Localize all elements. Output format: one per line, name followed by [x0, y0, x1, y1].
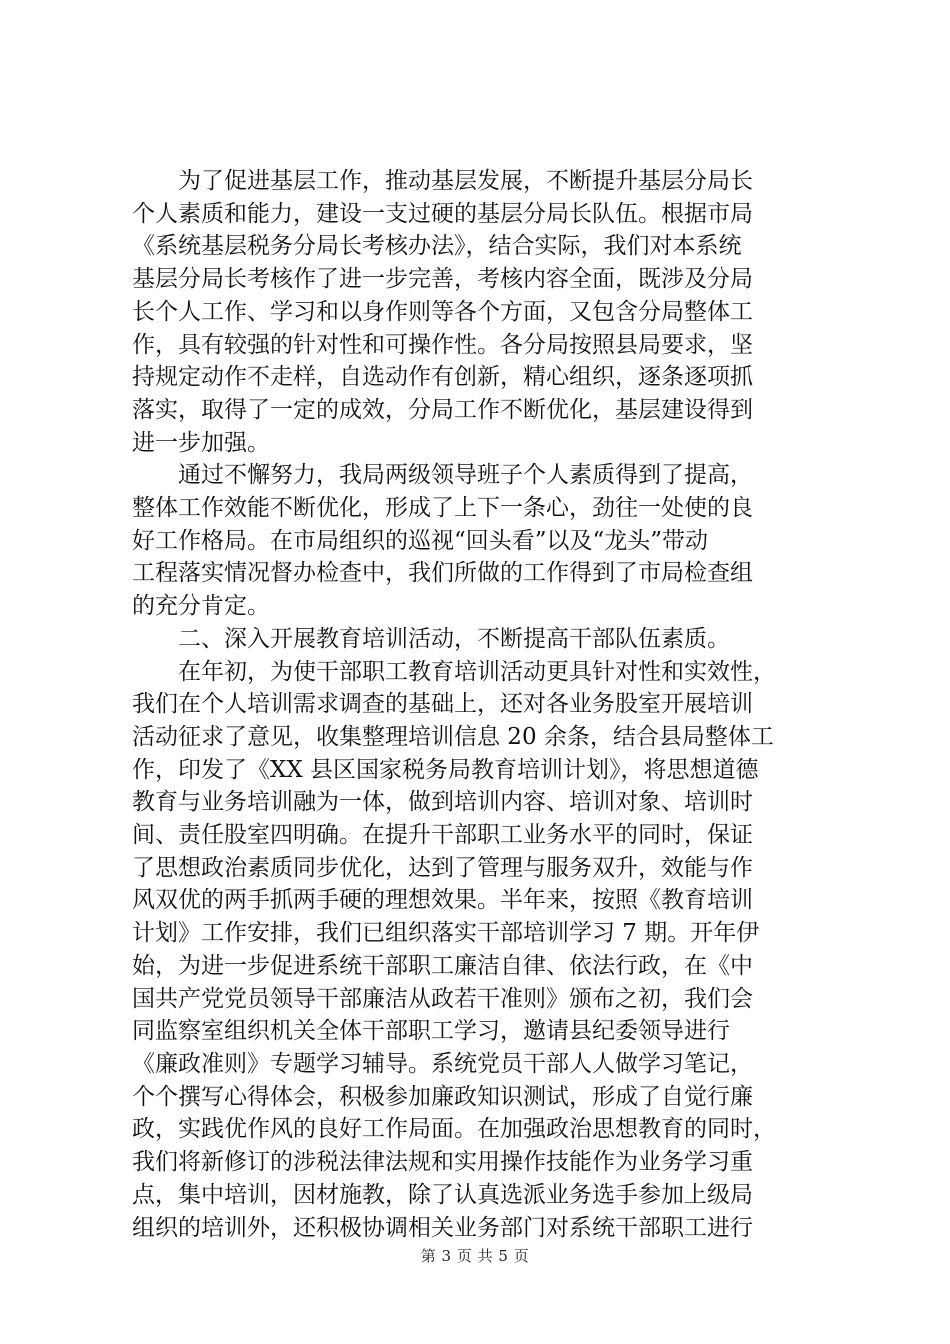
- text-line: 长个人工作、学习和以身作则等各个方面，又包含分局整体工: [132, 298, 753, 325]
- text-line: 作，印发了《XX 县区国家税务局教育培训计划》，将思想道德: [132, 756, 759, 783]
- text-line: 间、责任股室四明确。在提升干部职工业务水平的同时，保证: [132, 822, 753, 849]
- text-line: 政，实践优作风的良好工作局面。在加强政治思想教育的同时，: [132, 1116, 776, 1143]
- text-line: 同监察室组织机关全体干部职工学习，邀请县纪委领导进行: [132, 1018, 730, 1045]
- text-line: 个人素质和能力，建设一支过硬的基层分局长队伍。根据市局: [132, 200, 753, 227]
- text-line: 《廉政准则》专题学习辅导。系统党员干部人人做学习笔记，: [132, 1050, 753, 1077]
- text-line: 持规定动作不走样，自选动作有创新，精心组织，逐条逐项抓: [132, 364, 753, 391]
- text-line: 进一步加强。: [132, 429, 270, 456]
- text-line: 了思想政治素质同步优化，达到了管理与服务双升，效能与作: [132, 854, 753, 881]
- text-line: 国共产党党员领导干部廉洁从政若干准则》颁布之初，我们会: [132, 985, 753, 1012]
- text-line: 工程落实情况督办检查中，我们所做的工作得到了市局检查组: [132, 560, 753, 587]
- text-line: 二、深入开展教育培训活动，不断提高干部队伍素质。: [178, 625, 730, 652]
- text-line: 好工作格局。在市局组织的巡视“回头看”以及“龙头”带动: [132, 527, 709, 554]
- text-line: 始，为进一步促进系统干部职工廉洁自律、依法行政，在《中: [132, 952, 753, 979]
- text-line: 点，集中培训，因材施教，除了认真选派业务选手参加上级局: [132, 1181, 753, 1208]
- text-line: 为了促进基层工作，推动基层发展，不断提升基层分局长: [178, 168, 753, 194]
- text-line: 组织的培训外，还积极协调相关业务部门对系统干部职工进行: [132, 1214, 753, 1241]
- text-line: 我们在个人培训需求调查的基础上，还对各业务股室开展培训: [132, 691, 753, 718]
- text-line: 计划》工作安排，我们已组织落实干部培训学习 7 期。开年伊: [132, 920, 760, 947]
- text-line: 个个撰写心得体会，积极参加廉政知识测试，形成了自觉行廉: [132, 1083, 753, 1110]
- document-body: [132, 165, 852, 1244]
- text-line: 教育与业务培训融为一体，做到培训内容、培训对象、培训时: [132, 789, 753, 816]
- text-line: 在年初，为使干部职工教育培训活动更具针对性和实效性，: [178, 658, 776, 685]
- text-line: 整体工作效能不断优化，形成了上下一条心，劲往一处使的良: [132, 495, 753, 522]
- text-line: 我们将新修订的涉税法律法规和实用操作技能作为业务学习重: [132, 1149, 753, 1176]
- text-line: 《系统基层税务分局长考核办法》，结合实际，我们对本系统: [132, 233, 742, 260]
- text-line: 作，具有较强的针对性和可操作性。各分局按照县局要求，坚: [132, 331, 753, 358]
- text-line: 活动征求了意见，收集整理培训信息 20 余条，结合县局整体工: [132, 723, 774, 750]
- text-line: 的充分肯定。: [132, 593, 270, 620]
- text-line: 落实，取得了一定的成效，分局工作不断优化，基层建设得到: [132, 396, 753, 423]
- text-line: 基层分局长考核作了进一步完善，考核内容全面，既涉及分局: [132, 266, 753, 293]
- text-line: 通过不懈努力，我局两级领导班子个人素质得到了提高，: [178, 462, 753, 489]
- text-line: 风双优的两手抓两手硬的理想效果。半年来，按照《教育培训: [132, 887, 753, 914]
- page-footer: 第 3 页 共 5 页: [420, 1247, 530, 1265]
